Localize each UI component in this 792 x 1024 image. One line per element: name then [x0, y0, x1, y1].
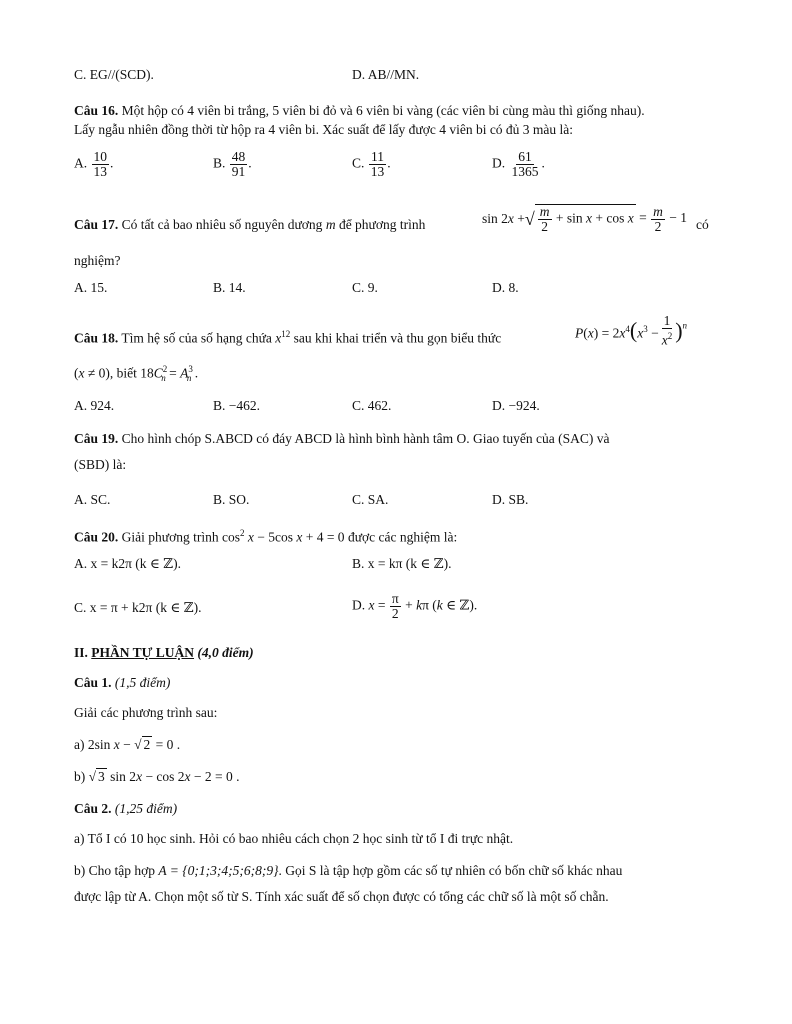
q17-option-d: D. 8.: [492, 280, 519, 295]
e1-label: Câu 1.: [74, 675, 112, 690]
q18-text-b: sau khi khai triển và thu gọn biểu thức: [290, 330, 502, 346]
q19-label: Câu 19.: [74, 431, 119, 446]
e1-a-label: a): [74, 737, 85, 752]
part2-heading: [74, 644, 714, 662]
q17-option-a: A. 15.: [74, 280, 108, 295]
q18-option-d: D. −924.: [492, 398, 540, 413]
q17-line2: nghiệm?: [74, 253, 121, 268]
e2-score: (1,25 điểm): [111, 801, 178, 816]
q20-option-d: D. x = $\frac{\pi}{2}$ + kπ (k ∈ ℤ).: [352, 591, 478, 621]
q17-option-b: B. 14.: [213, 280, 246, 295]
q17-line1: [74, 216, 425, 234]
q16-line1: [74, 102, 714, 120]
q17-variable: m: [325, 217, 336, 232]
q19-option-b: B. SO.: [213, 492, 250, 507]
q18-option-a: A. 924.: [74, 398, 115, 413]
q17-equation: sin 2x +√ $\frac{m}{2}$ + sin x + cos x = $\frac{m}{2}$ − 1: [482, 203, 688, 234]
q18-line1: Câu 18. Tìm hệ số của số hạng chứa $x^{12}$ sau khi khai triển và thu gọn biểu thức: [74, 329, 502, 346]
q16-option-a-letter: A.: [74, 155, 88, 171]
q20-option-b: B. x = kπ (k ∈ ℤ).: [352, 556, 452, 571]
q16-option-c-fraction: [369, 150, 387, 179]
e2-heading: [74, 800, 714, 818]
q16-option-a-fraction: [92, 150, 110, 179]
q20-text: Giải phương trình: [118, 529, 222, 545]
q18-option-b: B. −462.: [213, 398, 260, 413]
q16-option-b: B. $\frac{48}{91}$ .: [213, 149, 252, 179]
fraction-denominator: 13: [93, 164, 107, 179]
q16-option-c: C. $\frac{11}{13}$ .: [352, 149, 391, 179]
option-c-top: C. EG//(SCD).: [74, 67, 154, 82]
q16-text1: Một hộp có 4 viên bi trắng, 5 viên bi đỏ và 6 viên bi vàng (các viên bi cùng màu thì giống nhau).: [118, 103, 645, 118]
q16-option-d-fraction: [510, 150, 541, 179]
q16-option-a: A. $\frac{10}{13}$ .: [74, 149, 114, 179]
q16-option-b-fraction: [230, 150, 248, 179]
q18-expression: $P(x) = 2x^4(x^3$ − $\frac{1}{x^2}$ )$^n$: [575, 313, 688, 348]
q18-text: Tìm hệ số của số hạng chứa: [118, 330, 276, 346]
fraction-numerator: 61: [518, 149, 532, 164]
q18-text2: , biết: [109, 365, 141, 381]
fraction-numerator: 10: [93, 149, 107, 164]
q16-option-c-letter: C.: [352, 155, 365, 171]
q17-text-b: để phương trình: [335, 217, 426, 232]
e1-b: b) √ 3 sin 2x − cos 2x − 2 = 0 .: [74, 769, 240, 784]
q16-label: Câu 16.: [74, 103, 119, 118]
q19-option-c: C. SA.: [352, 492, 389, 507]
q17-tail: có: [696, 217, 709, 232]
q16-option-d: D. $\frac{61}{1365}$ .: [492, 149, 545, 179]
e2-b1: [74, 862, 714, 880]
q20-line1: Câu 20. Giải phương trình $\cos^2 x - 5\cos$ x + 4 = 0 được các nghiệm là:: [74, 528, 458, 545]
e2-label: Câu 2.: [74, 801, 112, 816]
fraction-numerator: 11: [371, 149, 385, 164]
q18-option-c: C. 462.: [352, 398, 392, 413]
part2-title: PHẦN TỰ LUẬN: [91, 645, 195, 660]
q17-label: Câu 17.: [74, 217, 119, 232]
e2-b1-pre: b) Cho tập hợp: [74, 863, 159, 878]
q20-option-c: C. x = π + k2π (k ∈ ℤ).: [74, 600, 202, 615]
fraction-numerator: 48: [231, 149, 246, 164]
fraction-denominator: 91: [231, 164, 246, 179]
q20-option-d-letter: D.: [352, 597, 366, 613]
q19-option-a: A. SC.: [74, 492, 111, 507]
e1-intro: Giải các phương trình sau:: [74, 705, 218, 720]
e1-b-label: b): [74, 769, 86, 784]
e1-heading: [74, 674, 714, 692]
q20-text-b: được các nghiệm là:: [344, 529, 458, 545]
part2-prefix: II.: [74, 645, 92, 660]
q20-option-a: A. x = k2π (k ∈ ℤ).: [74, 556, 182, 571]
e2-set: A = {0;1;3;4;5;6;8;9}: [158, 863, 279, 878]
option-d-top: D. AB//MN.: [352, 67, 420, 82]
q19-text: Cho hình chóp S.ABCD có đáy ABCD là hình bình hành tâm O. Giao tuyến của (SAC) và: [118, 431, 610, 446]
q19-line1: [74, 430, 714, 448]
e1-score: (1,5 điểm): [111, 675, 171, 690]
q19-option-d: D. SB.: [492, 492, 529, 507]
part2-score: (4,0 điểm): [194, 645, 254, 660]
e1-a: a) 2sin x − √ 2 = 0 .: [74, 737, 181, 752]
q16-option-b-letter: B.: [213, 155, 226, 171]
e2-b1-post: . Gọi S là tập hợp gồm các số tự nhiên có bốn chữ số khác nhau: [278, 863, 623, 878]
e2-b2: được lập từ A. Chọn một số từ S. Tính xác suất để số chọn được có tổng các chữ số là một số chẵn.: [74, 889, 609, 904]
q16-line2: Lấy ngẫu nhiên đồng thời từ hộp ra 4 viên bi. Xác suất để lấy được 4 viên bi có đủ 3 màu là:: [74, 122, 574, 137]
fraction-denominator: 1365: [511, 164, 539, 179]
q18-line2: (x ≠ 0), biết $18C^2_n = A^3_n$ .: [74, 364, 199, 384]
e2-a: a) Tổ I có 10 học sinh. Hỏi có bao nhiêu cách chọn 2 học sinh từ tổ I đi trực nhật.: [74, 831, 514, 846]
q18-label: Câu 18.: [74, 330, 119, 346]
q20-label: Câu 20.: [74, 529, 119, 545]
fraction-denominator: 13: [370, 164, 385, 179]
q19-line2: (SBD) là:: [74, 457, 127, 472]
q17-option-c: C. 9.: [352, 280, 378, 295]
q17-text: Có tất cả bao nhiêu số nguyên dương: [118, 217, 326, 232]
q16-option-d-letter: D.: [492, 155, 506, 171]
